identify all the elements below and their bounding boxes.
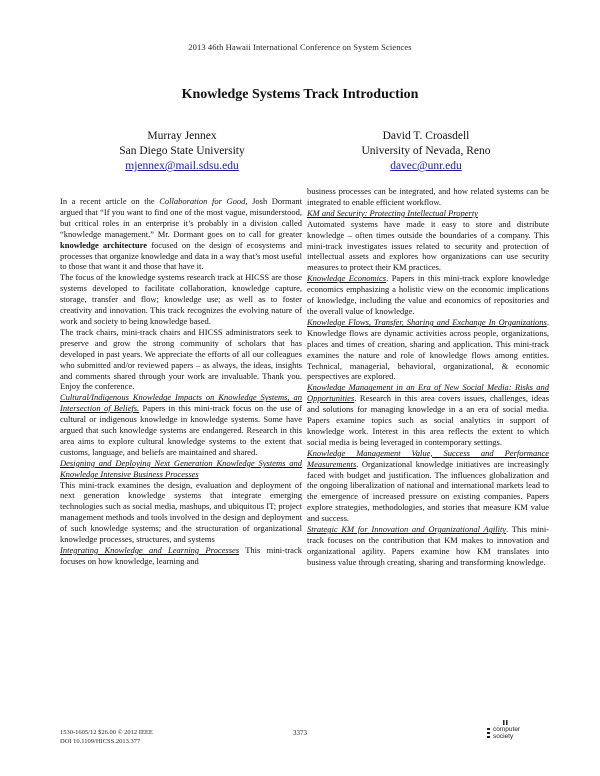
focus-paragraph: The focus of the knowledge systems research track at HICSS are those systems developed to facilitate collaboration, knowledge capture, storage, transfer and flow; knowledge use; as well as to foster creativity and innovation. This track recognizes the evolving nature of work and society to being knowledge based. [60, 272, 302, 326]
minitrack-body: . Research in this area covers issues, challenges, ideas and solutions for managing knowledge in a an era of social media. Papers examine topics such as social analytics in support of knowledge work. Interest in this area reflects the extent to which social media is being leveraged in contemporary settings. [307, 393, 549, 447]
intro-paragraph [60, 196, 302, 272]
logo-word: society [493, 732, 514, 740]
author-name: David T. Croasdell [382, 130, 470, 142]
bold-term: knowledge architecture [60, 239, 147, 250]
logo-mark-bar [487, 736, 490, 738]
minitrack-body-designing: This mini-track examines the design, evaluation and deployment of next generation knowledge systems that integrate emerging technologies such as social media, mashups, and ubiquitous IT; project management methods and tools involved in the design and deployment of such knowledge systems; and the structuration of organizational knowledge processes, structures, and systems [60, 479, 302, 545]
logo-mark-bar [487, 728, 490, 730]
minitrack-flows [307, 317, 549, 382]
running-head: 2013 46th Hawaii International Conference on System Sciences [188, 42, 412, 52]
minitrack-body: Papers in this mini-track focus on the use of cultural or indigenous knowledge in knowledge systems. Some have argued that such knowledge systems are endangered. Research in this area aims to explore cultural knowledge systems to the extent that customs, language, and beliefs are maintained and shared. [60, 403, 302, 457]
author-block-2 [306, 129, 546, 174]
minitrack-title: KM and Security: Protecting Intellectual Property [307, 207, 478, 218]
minitrack-body: . Organizational knowledge initiatives are increasingly faced with budget and justification. The influences globalization and the ongoing liberalization of national and international markets lead to the emergence of increased pressure on existing companies. Papers explore strategies, methodologies, and stories that measure KM value and success. [307, 458, 549, 524]
minitrack-title: Designing and Deploying Next Generation Knowledge Systems and Knowledge Intensive Business Processes [60, 457, 302, 479]
right-column [307, 186, 549, 568]
text-run: In a recent article on the [60, 196, 160, 206]
minitrack-body: . This mini-track focuses on the contribution that KM makes to innovation and organizational agility. Papers examine how KM translates into business value through creating, sharing and transforming knowledge. [307, 524, 550, 567]
minitrack-title: Knowledge Management in an Era of New Social Media: Risks and Opportunities [307, 382, 549, 404]
author-name: Murray Jennex [147, 130, 217, 142]
minitrack-title: Knowledge Flows, Transfer, Sharing and Exchange In Organizations [307, 316, 547, 327]
minitrack-body-security: Automated systems have made it easy to store and distribute knowledge – often times outside the boundaries of a company. This mini-track investigates issues related to security and protection of intellectual assets and explores how organizations can use security measures to protect their KM practices. [307, 218, 549, 273]
minitrack-title: Integrating Knowledge and Learning Processes [60, 545, 240, 555]
continued-paragraph: business processes can be integrated, and how related systems can be integrated to enable efficient workflow. [307, 186, 549, 207]
minitrack-body: . Papers in this mini-track explore knowledge economics emphasizing a holistic view on the economic implications of knowledge, including the value and economics of repositories and the overall value of knowledge. [307, 273, 549, 316]
logo-mark-bar [487, 732, 490, 734]
logo-wordmark [493, 727, 520, 740]
minitrack-economics [307, 273, 549, 317]
minitrack-title: Cultural/Indigenous Knowledge Impacts on Knowledge Systems, an Intersection of Beliefs. [60, 392, 302, 414]
minitrack-body: This mini-track focuses on how knowledge, learning and [60, 545, 302, 566]
paper-title: Knowledge Systems Track Introduction [181, 87, 419, 102]
minitrack-integrating [60, 545, 302, 567]
thanks-paragraph: The track chairs, mini-track chairs and HICSS administrators seek to preserve and grow the strong community of scholars that has developed in past years. We appreciate the efforts of all our colleagues who submitted and/or reviewed papers – as always, the ideas, insights and comments shared through your work are invaluable. Thank you. Enjoy the conference. [60, 326, 302, 392]
logo-mark-bar [506, 720, 508, 725]
logo-word: computer [493, 726, 521, 733]
minitrack-title: Knowledge Management Value, Success and Performance Measurements [307, 447, 549, 469]
author-affiliation: University of Nevada, Reno [361, 145, 491, 157]
publication-name: Collaboration for Good [159, 196, 246, 206]
minitrack-value [307, 448, 549, 524]
author-email-link[interactable]: mjennex@mail.sdsu.edu [125, 160, 239, 172]
author-email-link[interactable]: davec@unr.edu [390, 160, 462, 172]
minitrack-strategic [307, 524, 549, 568]
minitrack-social-media [307, 382, 549, 447]
minitrack-title: Strategic KM for Innovation and Organizational Agility [307, 524, 507, 535]
logo-mark-bar [503, 720, 505, 725]
minitrack-body: . Knowledge flows are dynamic activities across people, organizations, places and times of creation, sharing and application. This mini-track examines the nature and role of knowledge flows among entities. Technical, managerial, behavioral, organizational, & economic perspectives are explored. [307, 316, 549, 382]
minitrack-title: Knowledge Economics [307, 273, 387, 284]
issn-line: 1530-1605/12 $26.00 © 2012 IEEE [60, 729, 153, 736]
left-column [60, 196, 302, 567]
author-affiliation: San Diego State University [119, 145, 245, 157]
minitrack-title-designing [60, 458, 302, 480]
text-run: , Josh Dormant argued that “If you want to find one of the most vague, misunderstood, but critical roles in an enterprise it’s probably in a division called “knowledge management.” Mr. Dormant goes on to call for greater [60, 196, 302, 239]
page-number: 3373 [293, 729, 307, 737]
minitrack-cultural [60, 392, 302, 457]
doi-line: DOI 10.1109/HICSS.2013.377 [60, 737, 141, 745]
minitrack-title-security [307, 208, 549, 219]
author-block-1 [62, 129, 302, 174]
text-run: focused on the design of ecosystems and processes that organize knowledge and data in a way that’s most useful to those that want it and those that have it. [60, 239, 302, 272]
